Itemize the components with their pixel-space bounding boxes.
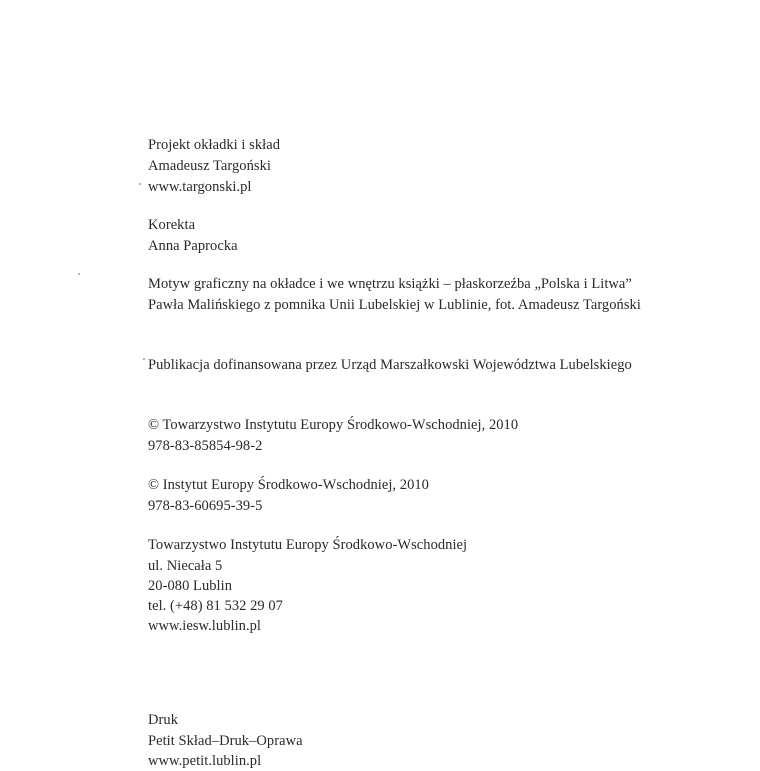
proofreading-heading: Korekta [148, 217, 196, 233]
isbn-2: 978-83-60695-39-5 [148, 498, 263, 514]
publisher-phone: tel. (+48) 81 532 29 07 [148, 598, 283, 614]
printing-heading: Druk [148, 712, 178, 728]
design-name: Amadeusz Targoński [148, 158, 271, 174]
proofreading-name: Anna Paprocka [148, 238, 238, 254]
publisher-city: 20-080 Lublin [148, 578, 233, 594]
scan-speck [143, 358, 145, 360]
publisher-name: Towarzystwo Instytutu Europy Środkowo-Wschodniej [148, 537, 468, 553]
design-heading: Projekt okładki i skład [148, 137, 281, 153]
copyright-holder-1: © Towarzystwo Instytutu Europy Środkowo-Wschodniej, 2010 [148, 417, 519, 433]
scan-speck [139, 183, 141, 185]
motif-line-2: Pawła Malińskiego z pomnika Unii Lubelskiej w Lublinie, fot. Amadeusz Targoński [148, 297, 641, 313]
copyright-holder-2: © Instytut Europy Środkowo-Wschodniej, 2010 [148, 477, 429, 493]
printing-website-link[interactable]: www.petit.lublin.pl [148, 753, 262, 769]
printing-name: Petit Skład–Druk–Oprawa [148, 733, 303, 749]
publisher-street: ul. Niecała 5 [148, 558, 223, 574]
isbn-1: 978-83-85854-98-2 [148, 438, 263, 454]
design-website-link[interactable]: www.targonski.pl [148, 179, 252, 195]
motif-line-1: Motyw graficzny na okładce i we wnętrzu książki – płaskorzeźba „Polska i Litwa” [148, 276, 632, 292]
scan-speck [78, 273, 80, 275]
funding-note: Publikacja dofinansowana przez Urząd Marszałkowski Województwa Lubelskiego [148, 357, 632, 373]
publisher-website-link[interactable]: www.iesw.lublin.pl [148, 618, 261, 634]
